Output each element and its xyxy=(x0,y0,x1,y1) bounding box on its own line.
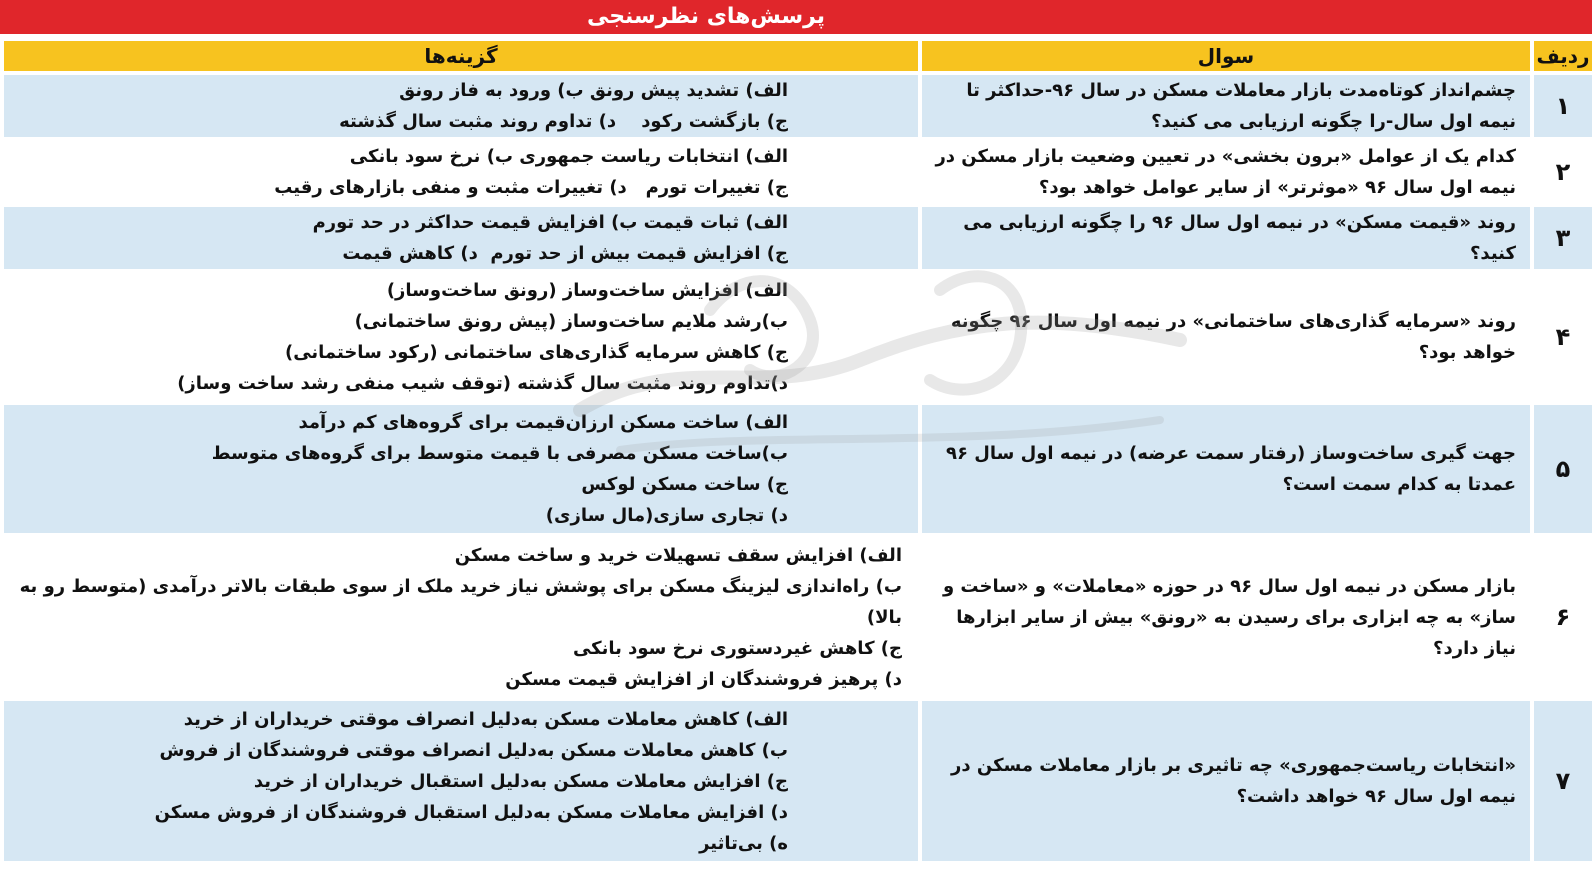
options-cell xyxy=(0,141,918,203)
page-title: پرسش‌های نظرسنجی xyxy=(0,0,1592,34)
option-line: د) پرهیز فروشندگان از افزایش قیمت مسکن xyxy=(505,668,902,690)
header-question: سوال xyxy=(918,41,1530,71)
option-line: الف) کاهش معاملات مسکن به‌دلیل انصراف موقتی خریداران از خرید xyxy=(183,708,788,730)
row-number: ۴ xyxy=(1530,273,1592,401)
options-cell xyxy=(0,207,918,269)
options-cell xyxy=(0,405,918,533)
option-line: ج) بازگشت رکود د) تداوم روند مثبت سال گذشته xyxy=(339,111,788,132)
table-header-row xyxy=(0,41,1592,71)
option-line: د)تداوم روند مثبت سال گذشته (توقف شیب منفی رشد ساخت وساز) xyxy=(177,373,788,394)
question-cell: روند «سرمایه گذاری‌های ساختمانی» در نیمه اول سال ۹۶ چگونه خواهد بود؟ xyxy=(918,273,1530,401)
header-options: گزینه‌ها xyxy=(0,41,918,71)
row-number: ۵ xyxy=(1530,405,1592,533)
options-cell xyxy=(0,701,918,861)
options-cell xyxy=(0,273,918,401)
option-line: الف) افزایش ساخت‌وساز (رونق ساخت‌وساز) xyxy=(386,280,788,301)
row-number: ۶ xyxy=(1530,537,1592,697)
option-line: ه) بی‌تاثیر xyxy=(699,832,788,854)
table-row xyxy=(0,75,1592,137)
title-bar xyxy=(0,0,1592,34)
option-line: الف) تشدید پیش رونق ب) ورود به فاز رونق xyxy=(399,80,788,101)
row-number: ۲ xyxy=(1530,141,1592,203)
table-row xyxy=(0,207,1592,269)
option-line: د) افزایش معاملات مسکن به‌دلیل استقبال فروشندگان از فروش مسکن xyxy=(154,801,788,823)
header-row-number: ردیف xyxy=(1530,41,1592,71)
table-row xyxy=(0,405,1592,533)
table-row xyxy=(0,537,1592,697)
option-line: الف) افزایش سقف تسهیلات خرید و ساخت مسکن xyxy=(454,544,902,566)
option-line: الف) ساخت مسکن ارزان‌قیمت برای گروه‌های کم درآمد xyxy=(298,412,788,433)
row-number: ۳ xyxy=(1530,207,1592,269)
option-line: الف) انتخابات ریاست جمهوری ب) نرخ سود بانکی xyxy=(349,146,788,167)
question-cell: کدام یک از عوامل «برون بخشی» در تعیین وضعیت بازار مسکن در نیمه اول سال ۹۶ «موثرتر» از سایر عوامل خواهد بود؟ xyxy=(918,141,1530,203)
option-line: ب)رشد ملایم ساخت‌وساز (پیش رونق ساختمانی) xyxy=(354,311,788,332)
question-cell: بازار مسکن در نیمه اول سال ۹۶ در حوزه «معاملات» و «ساخت و ساز» به چه ابزاری برای رسیدن به «رونق» بیش از سایر ابزارها نیاز دارد؟ xyxy=(918,537,1530,697)
options-cell xyxy=(0,537,918,697)
option-line: ج) افزایش معاملات مسکن به‌دلیل استقبال خریداران از خرید xyxy=(253,770,788,792)
survey-table xyxy=(0,37,1592,865)
option-line: ب) راه‌اندازی لیزینگ مسکن برای پوشش نیاز خرید ملک از سوی طبقات بالاتر درآمدی (متوسط رو به بالا) xyxy=(13,575,902,628)
options-cell xyxy=(0,75,918,137)
table-row xyxy=(0,141,1592,203)
question-cell: جهت گیری ساخت‌وساز (رفتار سمت عرضه) در نیمه اول سال ۹۶ عمدتا به کدام سمت است؟ xyxy=(918,405,1530,533)
option-line: ج) کاهش غیردستوری نرخ سود بانکی xyxy=(572,637,902,659)
option-line: ج) کاهش سرمایه گذاری‌های ساختمانی (رکود ساختمانی) xyxy=(284,342,788,363)
option-line: ب) کاهش معاملات مسکن به‌دلیل انصراف موقتی فروشندگان از فروش xyxy=(159,739,788,761)
option-line: ج) افزایش قیمت بیش از حد تورم د) کاهش قیمت xyxy=(342,243,788,264)
row-number: ۱ xyxy=(1530,75,1592,137)
option-line: ج) تغییرات تورم د) تغییرات مثبت و منفی بازارهای رقیب xyxy=(274,177,788,198)
question-cell: روند «قیمت مسکن» در نیمه اول سال ۹۶ را چگونه ارزیابی می کنید؟ xyxy=(918,207,1530,269)
option-line: الف) ثبات قیمت ب) افزایش قیمت حداکثر در حد تورم xyxy=(312,212,788,233)
option-line: د) تجاری سازی(مال سازی) xyxy=(545,505,788,526)
option-line: ج) ساخت مسکن لوکس xyxy=(581,474,788,495)
option-line: ب)ساخت مسکن مصرفی با قیمت متوسط برای گروه‌های متوسط xyxy=(211,443,788,464)
row-number: ۷ xyxy=(1530,701,1592,861)
question-cell: «انتخابات ریاست‌جمهوری» چه تاثیری بر بازار معاملات مسکن در نیمه اول سال ۹۶ خواهد داشت؟ xyxy=(918,701,1530,861)
question-cell: چشم‌انداز کوتاه‌مدت بازار معاملات مسکن در سال ۹۶-حداکثر تا نیمه اول سال-را چگونه ارزیابی می کنید؟ xyxy=(918,75,1530,137)
table-row xyxy=(0,701,1592,861)
table-row xyxy=(0,273,1592,401)
